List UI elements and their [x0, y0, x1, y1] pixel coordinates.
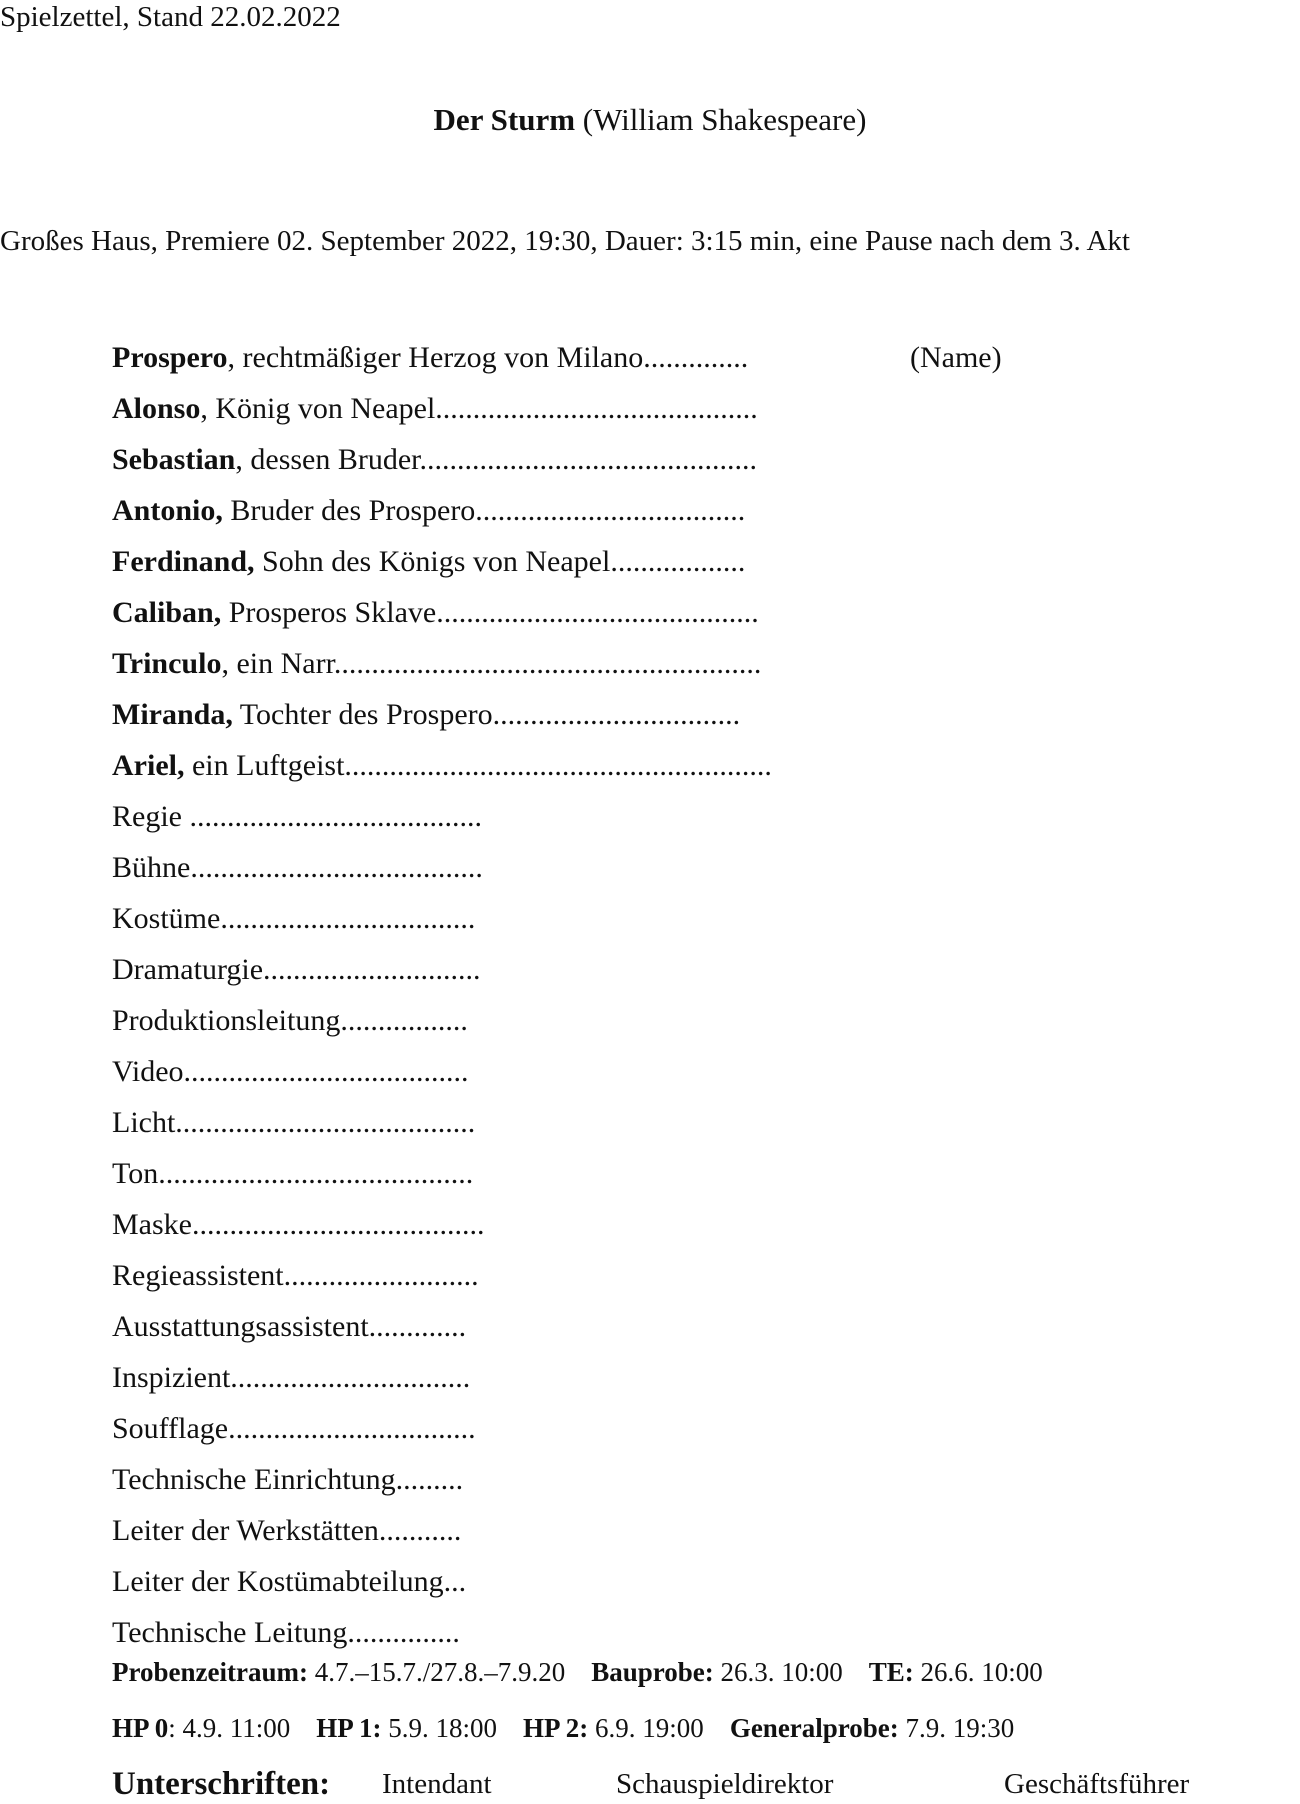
cast-desc: Bruder des Prospero.................................... [222, 494, 746, 527]
crew-row: Ausstattungsassistent............. [112, 1310, 467, 1343]
crew-row: Produktionsleitung................. [112, 1004, 468, 1037]
crew-row: Leiter der Kostümabteilung... [112, 1565, 467, 1598]
cast-row [112, 491, 1262, 542]
cast-row [112, 338, 1262, 389]
crew-row: Leiter der Werkstätten........... [112, 1514, 462, 1547]
cast-desc: Tochter des Prospero................................. [232, 698, 741, 731]
document-status-line: Spielzettel, Stand 22.02.2022 [0, 1, 341, 33]
cast-row [112, 644, 1262, 695]
date-value: 6.9. 19:00 [588, 1713, 704, 1743]
cast-crew-list [112, 338, 1262, 1664]
cast-desc: , König von Neapel........................................... [200, 392, 758, 425]
crew-row: Maske....................................... [112, 1208, 485, 1241]
date-label: Generalprobe: [729, 1713, 899, 1743]
cast-row [112, 695, 1262, 746]
date-value: : 4.9. 11:00 [168, 1713, 291, 1743]
date-label: Probenzeitraum: [112, 1657, 308, 1687]
date-label: TE: [868, 1657, 914, 1687]
cast-role: Ariel, [112, 749, 185, 782]
cast-row [112, 440, 1262, 491]
cast-row [112, 542, 1262, 593]
cast-row [112, 593, 1262, 644]
cast-role: Prospero [112, 341, 228, 374]
crew-row: Technische Einrichtung......... [112, 1463, 464, 1496]
cast-desc: , rechtmäßiger Herzog von Milano.............. [227, 341, 749, 374]
crew-row: Technische Leitung............... [112, 1616, 460, 1649]
signatures-heading: Unterschriften: [112, 1766, 331, 1802]
play-title-bold: Der Sturm [433, 102, 576, 137]
cast-role: Alonso [112, 392, 201, 425]
date-label: Bauprobe: [591, 1657, 714, 1687]
cast-name-placeholder: (Name) [910, 341, 1002, 374]
date-value: 7.9. 19:30 [898, 1713, 1015, 1743]
signature-schauspieldirektor: Schauspieldirektor [616, 1768, 834, 1800]
crew-row: Soufflage................................. [112, 1412, 476, 1445]
date-label: HP 0 [112, 1713, 169, 1743]
cast-desc: , dessen Bruder............................................. [235, 443, 758, 476]
crew-row: Regie ....................................... [112, 800, 482, 833]
crew-row: Dramaturgie............................. [112, 953, 481, 986]
cast-desc: , ein Narr......................................................... [221, 647, 762, 680]
crew-row: Licht........................................ [112, 1106, 476, 1139]
date-label: HP 2: [523, 1713, 589, 1743]
crew-row: Kostüme.................................. [112, 902, 476, 935]
date-value: 26.6. 10:00 [913, 1657, 1043, 1687]
cast-role: Ferdinand, [112, 545, 255, 578]
crew-row: Inspizient................................ [112, 1361, 471, 1394]
crew-row: Video...................................... [112, 1055, 469, 1088]
cast-row [112, 746, 1262, 797]
cast-role: Miranda, [112, 698, 233, 731]
rehearsal-dates-line-2 [112, 1710, 1014, 1746]
cast-role: Trinculo [112, 647, 222, 680]
signatures-line [112, 1765, 1262, 1804]
signature-intendant: Intendant [382, 1768, 492, 1800]
venue-line: Großes Haus, Premiere 02. September 2022, 19:30, Dauer: 3:15 min, eine Pause nach dem 3. Akt [0, 225, 1130, 257]
play-title [0, 101, 1300, 139]
crew-row: Ton.......................................... [112, 1157, 474, 1190]
signature-geschaeftsfuehrer: Geschäftsführer [1004, 1768, 1190, 1800]
date-label: HP 1: [316, 1713, 382, 1743]
crew-row: Regieassistent.......................... [112, 1259, 479, 1292]
play-author: (William Shakespeare) [575, 102, 867, 137]
crew-row: Bühne....................................... [112, 851, 483, 884]
date-value: 26.3. 10:00 [713, 1657, 843, 1687]
cast-row [112, 389, 1262, 440]
date-value: 5.9. 18:00 [381, 1713, 498, 1743]
cast-role: Caliban, [112, 596, 222, 629]
rehearsal-dates-line-1 [112, 1654, 1043, 1690]
cast-role: Antonio, [112, 494, 223, 527]
date-value: 4.7.–15.7./27.8.–7.9.20 [307, 1657, 566, 1687]
cast-desc: ein Luftgeist......................................................... [184, 749, 772, 782]
cast-desc: Sohn des Königs von Neapel.................. [254, 545, 746, 578]
cast-desc: Prosperos Sklave........................................... [221, 596, 759, 629]
cast-role: Sebastian [112, 443, 236, 476]
